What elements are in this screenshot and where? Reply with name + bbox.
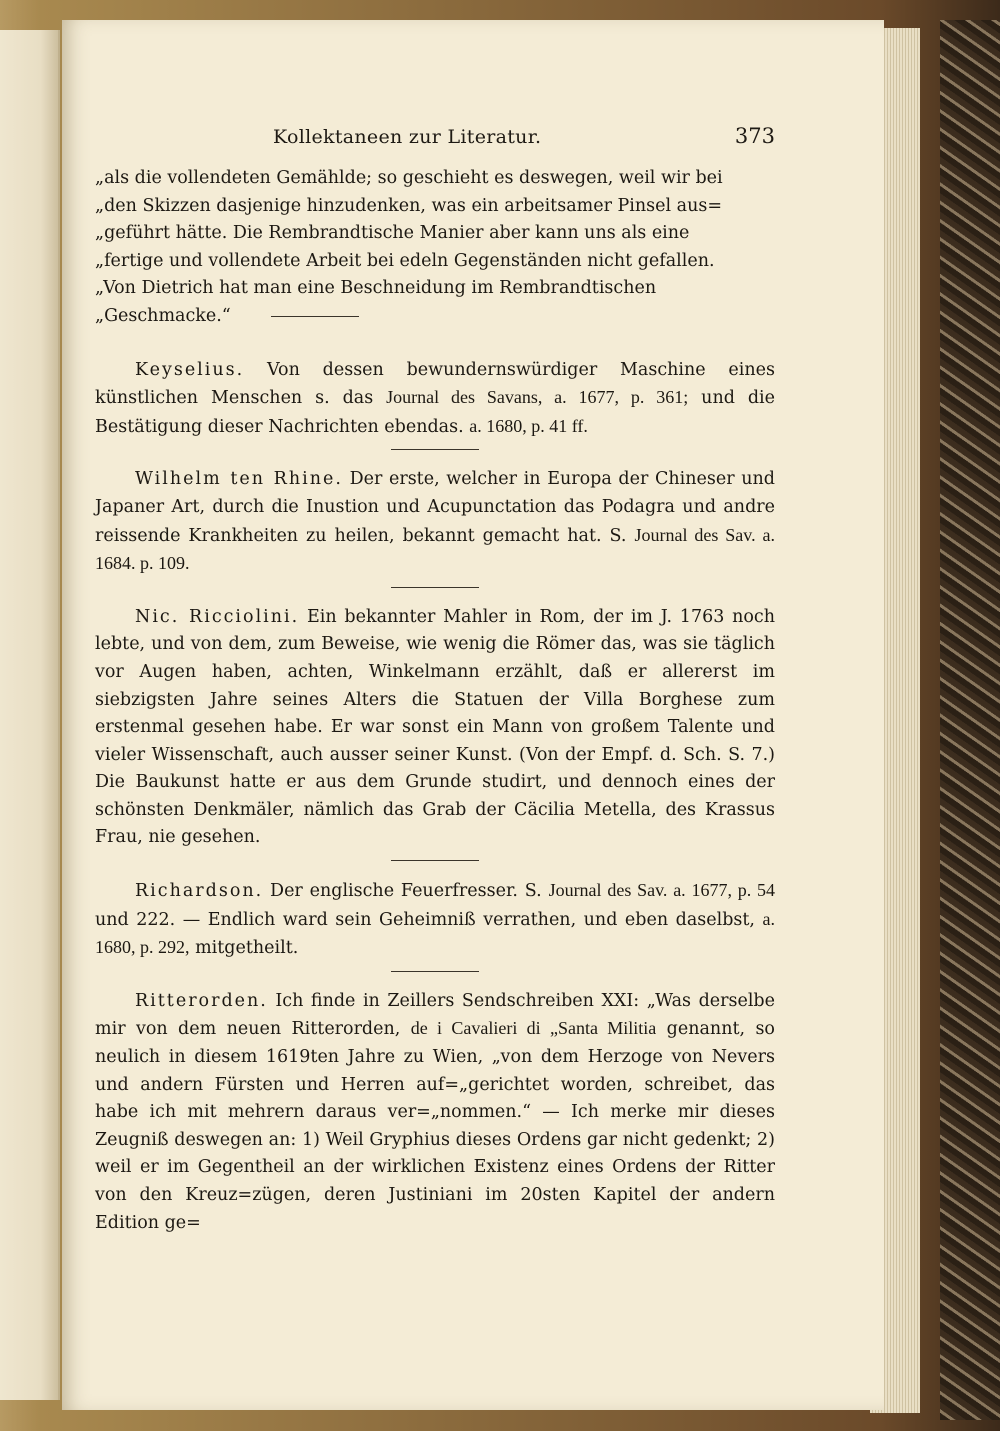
entry-keyselius: Keyselius. Von dessen bewundernswürdiger Maschine eines künstlichen Menschen s. das Journal des Savans, a. 1677, p. 361; und die Bestätigung dieser Nachrichten ebendas. a. 1680, p. 41 ff. <box>95 359 775 437</box>
entry-name: Keyselius. <box>135 359 245 380</box>
text-line: „den Skizzen dasjenige hinzudenken, was ein arbeitsamer Pinsel aus= <box>95 195 722 216</box>
text-line: „geführt hätte. Die Rembrandtische Manier aber kann uns als eine <box>95 223 690 244</box>
text-line: „als die vollendeten Gemählde; so geschieht es deswegen, weil wir bei <box>95 168 723 188</box>
page-body <box>95 165 775 1237</box>
entry-name: Ritterorden. <box>135 990 268 1011</box>
text-line: „fertige und vollendete Arbeit bei edeln Gegenständen nicht gefallen. <box>95 250 715 271</box>
text-line <box>95 303 775 331</box>
page-header <box>95 110 775 150</box>
left-page-edge <box>0 30 60 1400</box>
continuation-paragraph <box>95 165 775 331</box>
entry-richardson: Richardson. Der englische Feuerfresser. S. Journal des Sav. a. 1677, p. 54 und 222. — Endlich ward sein Geheimniß verrathen, und eben daselbst, a. 1680, p. 292, mitgetheilt. <box>95 880 776 959</box>
section-divider <box>271 316 359 317</box>
page-number: 373 <box>734 124 775 148</box>
entry-name: Richardson. <box>135 881 264 902</box>
text-line: „Von Dietrich hat man eine Beschneidung im Rembrandtischen <box>95 278 657 299</box>
entry-name: Wilhelm ten Rhine. <box>135 469 343 490</box>
entry-ricciolini: Nic. Ricciolini. Ein bekannter Mahler in Rom, der im J. 1763 noch lebte, und von dem, zum Beweise, wie wenig die Römer das, was sie täglich vor Augen haben, achten, Winkelmann erzählt, daß er allererst im siebzigsten Jahre seines Alters die Statuen der Villa Borghese zum erstenmal gesehen habe. Er war sonst ein Mann von großem Talente und vieler Wissenschaft, auch ausser seiner Kunst. (Von der Empf. d. Sch. S. 7.) Die Baukunst hatte er aus dem Grunde studirt, und dennoch eines der schönsten Denkmäler, nämlich das Grab der Cäcilia Metella, des Krassus Frau, nie gesehen. <box>95 606 776 848</box>
running-title: Kollektaneen zur Literatur. <box>273 126 542 148</box>
entry-name: Nic. Ricciolini. <box>135 606 300 627</box>
entry-ritterorden: Ritterorden. Ich finde in Zeillers Sendschreiben XXI: „Was derselbe mir von dem neuen Ritterorden, de i Cavalieri di „Santa Militia genannt, so neulich in diesem 1619ten Jahre zu Wien, „von dem Herzoge von Nevers und andern Fürsten und Herren auf=„gerichtet worden, schreibet, das habe ich mit mehrern daraus ver=„nommen.“ — Ich merke mir dieses Zeugniß deswegen an: 1) Weil Gryphius dieses Ordens gar nicht gedenkt; 2) weil er im Gegentheil an der wirklichen Existenz eines Ordens der Ritter von den Kreuz=zügen, deren Justiniani im 20sten Kapitel der andern Edition ge= <box>95 990 775 1233</box>
entry-wilhelm-ten-rhine: Wilhelm ten Rhine. Der erste, welcher in Europa der Chineser und Japaner Art, durch die Inustion und Acupunctation das Podagra und andre reissende Krankheiten zu heilen, bekannt gemacht hat. S. Journal des Sav. a. 1684. p. 109. <box>95 469 775 574</box>
text-line-end: „Geschmacke.“ <box>95 305 231 326</box>
marbled-book-edge <box>940 20 1000 1420</box>
